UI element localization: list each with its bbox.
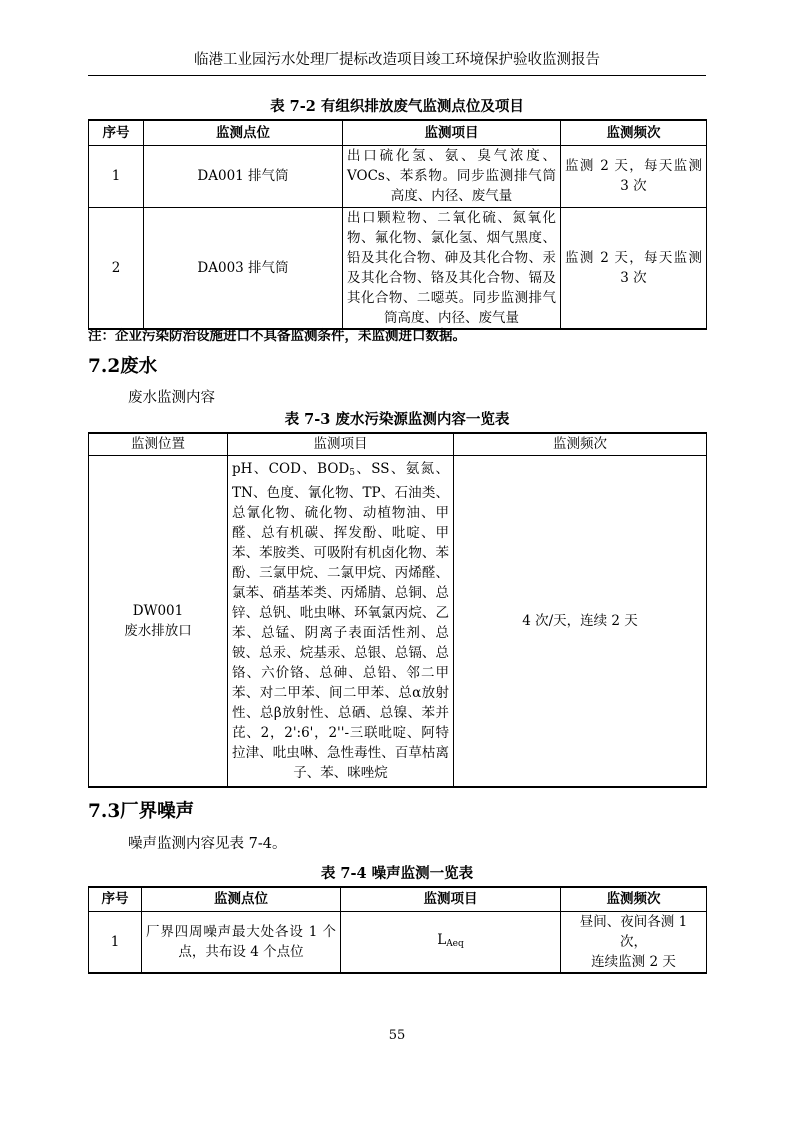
location-name: 废水排放口	[124, 622, 192, 639]
cell-point: DA003 排气筒	[144, 207, 343, 329]
page-number: 55	[388, 1028, 406, 1043]
item-main: L	[437, 931, 447, 948]
cell-item	[341, 911, 561, 973]
cell-no: 1	[89, 145, 144, 207]
table-row	[89, 911, 707, 973]
table-header-row	[89, 120, 707, 145]
table-7-2-title: 表 7-2 有组织排放废气监测点位及项目	[270, 98, 524, 115]
section-heading-noise: 7.3厂界噪声	[88, 801, 195, 822]
cell-freq: 监测 2 天，每天监测 3 次	[561, 207, 707, 329]
col-header-point: 监测点位	[142, 887, 341, 911]
col-header-location: 监测位置	[89, 433, 228, 455]
cell-no: 2	[89, 207, 144, 329]
freq-line-1: 昼间、夜间各测 1 次，	[579, 913, 688, 950]
items-text-pre: pH、COD、BOD	[232, 460, 350, 477]
col-header-items: 监测项目	[228, 433, 454, 455]
col-header-no: 序号	[89, 887, 142, 911]
table-row	[89, 207, 707, 329]
col-header-items: 监测项目	[341, 887, 561, 911]
items-text-post: 、SS、氨氮、TN、色度、氰化物、TP、石油类、总氰化物、硫化物、动植物油、甲醛、总有机碳、挥发酚、吡啶、甲苯、苯胺类、可吸附有机卤化物、苯酚、三氯甲烷、二氯甲烷、丙烯醛、氯苯、硝基苯类、丙烯腈、总铜、总锌、总钒、吡虫啉、环氧氯丙烷、乙苯、总锰、阴离子表面活性剂、总铍、总汞、烷基汞、总银、总镉、总铬、六价铬、总砷、总铅、邻二甲苯、对二甲苯、间二甲苯、总α放射性、总β放射性、总硒、总镍、苯并芘、2，2':6'，2''-三联吡啶、阿特拉津、吡虫啉、急性毒性、百草枯离子、苯、咪唑烷	[232, 460, 449, 781]
table-header-row	[89, 433, 707, 455]
cell-items: 出口硫化氢、氨、臭气浓度、VOCs、苯系物。同步监测排气筒高度、内径、废气量	[343, 145, 561, 207]
cell-freq: 4 次/天，连续 2 天	[454, 455, 707, 787]
table-7-4-title: 表 7-4 噪声监测一览表	[320, 865, 474, 882]
cell-point: DA001 排气筒	[144, 145, 343, 207]
noise-intro: 噪声监测内容见表 7-4。	[128, 836, 287, 852]
freq-line-2: 连续监测 2 天	[591, 953, 676, 970]
col-header-no: 序号	[89, 120, 144, 145]
table-7-3	[88, 432, 707, 788]
item-subscript: Aeq	[446, 938, 464, 949]
table-7-3-title: 表 7-3 废水污染源监测内容一览表	[284, 411, 510, 428]
table-note: 注：企业污染防治设施进口不具备监测条件，未监测进口数据。	[88, 328, 466, 344]
col-header-items: 监测项目	[343, 120, 561, 145]
items-subscript: 5	[349, 467, 355, 478]
table-header-row	[89, 887, 707, 911]
cell-freq: 监测 2 天，每天监测 3 次	[561, 145, 707, 207]
wastewater-intro: 废水监测内容	[128, 390, 215, 406]
table-row	[89, 455, 707, 787]
location-code: DW001	[132, 602, 184, 619]
cell-no: 1	[89, 911, 142, 973]
cell-freq	[561, 911, 707, 973]
section-heading-wastewater: 7.2废水	[88, 356, 158, 377]
table-row	[89, 145, 707, 207]
col-header-freq: 监测频次	[561, 887, 707, 911]
table-7-4	[88, 886, 707, 974]
cell-items: 出口颗粒物、二氧化硫、氮氧化物、氟化物、氯化氢、烟气黑度、铅及其化合物、砷及其化合物、汞及其化合物、铬及其化合物、镉及其化合物、二噁英。同步监测排气筒高度、内径、废气量	[343, 207, 561, 329]
cell-items	[228, 455, 454, 787]
col-header-freq: 监测频次	[561, 120, 707, 145]
col-header-point: 监测点位	[144, 120, 343, 145]
table-7-2	[88, 119, 707, 330]
cell-point: 厂界四周噪声最大处各设 1 个点，共布设 4 个点位	[142, 911, 341, 973]
col-header-freq: 监测频次	[454, 433, 707, 455]
page-header: 临港工业园污水处理厂提标改造项目竣工环境保护验收监测报告	[194, 52, 600, 68]
header-rule	[88, 75, 706, 76]
cell-location	[89, 455, 228, 787]
